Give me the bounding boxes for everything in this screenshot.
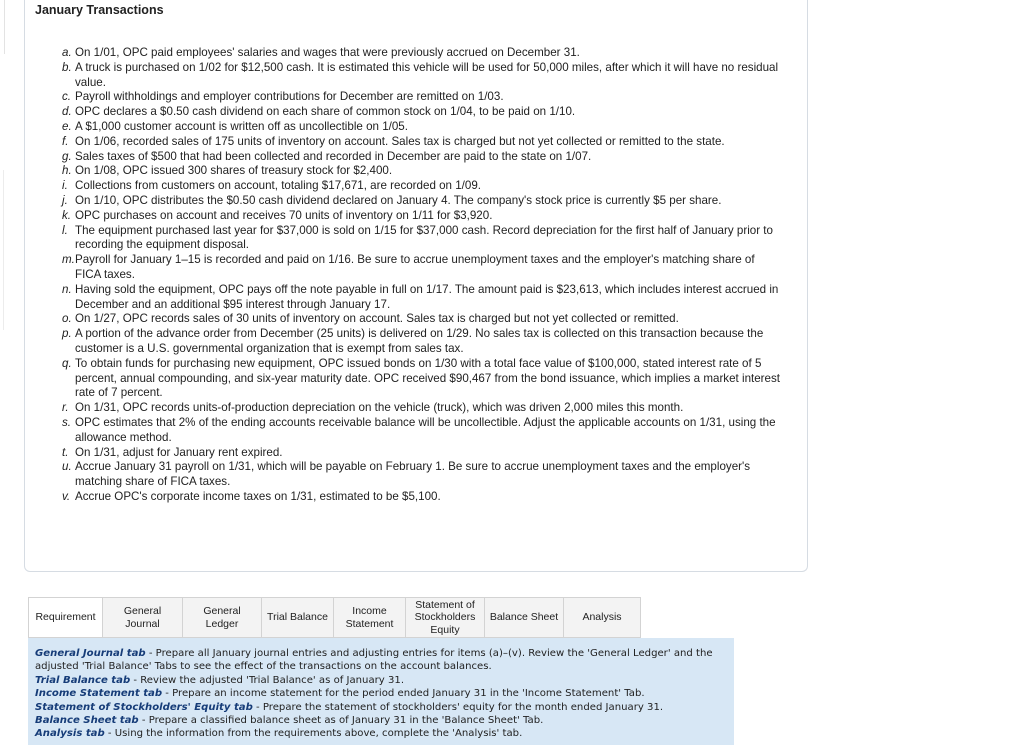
requirements-box: [28, 638, 734, 745]
tab-label: [267, 611, 328, 624]
transaction-text: A $1,000 customer account is written off as uncollectible on 1/05.: [75, 119, 408, 133]
tab-trial-balance[interactable]: [262, 597, 334, 638]
transaction-text: On 1/06, recorded sales of 175 units of inventory on account. Sales tax is charged but not yet collected or remitted to the state.: [75, 134, 725, 148]
transaction-label: q.: [62, 356, 72, 370]
tab-label-line: Equity: [430, 623, 460, 636]
transaction-item: [62, 150, 782, 165]
requirement-text: - Prepare a classified balance sheet as of January 31 in the 'Balance Sheet' Tab.: [138, 715, 544, 727]
requirement-text: - Prepare an income statement for the period ended January 31 in the 'Income Statement' Tab.: [162, 688, 645, 700]
transaction-label: r.: [62, 401, 69, 415]
transaction-text: On 1/01, OPC paid employees' salaries and wages that were previously accrued on December 31.: [75, 46, 580, 59]
transaction-text: Having sold the equipment, OPC pays off the note payable in full on 1/17. The amount paid is $23,613, which includes interest accrued in December and an additional $95 interest through January 17.: [75, 282, 779, 311]
transaction-label: j.: [62, 193, 68, 207]
transaction-label: l.: [62, 223, 68, 237]
transaction-item: [62, 446, 782, 461]
requirement-line: [35, 727, 727, 740]
tab-label: [415, 599, 476, 637]
tab-income-statement[interactable]: [334, 597, 406, 638]
transaction-label: e.: [62, 119, 72, 133]
transaction-text: On 1/10, OPC distributes the $0.50 cash dividend declared on January 4. The company's stock price is currently $5 per share.: [75, 193, 722, 207]
tab-requirement[interactable]: [28, 597, 103, 638]
transaction-text: OPC declares a $0.50 cash dividend on each share of common stock on 1/04, to be paid on 1/10.: [75, 105, 576, 119]
requirement-tab-name: Analysis tab: [35, 728, 105, 740]
tab-label: [490, 611, 558, 624]
tab-label-line: Statement: [345, 617, 394, 630]
transaction-text: To obtain funds for purchasing new equipment, OPC issued bonds on 1/30 with a total face value of $100,000, stated interest rate of 5 percent, annual compounding, and six-year maturity date. OPC received $90,467 from the bond issuance, which implies a market interest rate of 7 percent.: [75, 356, 781, 400]
transaction-label: c.: [62, 90, 72, 104]
requirement-text: - Prepare all January journal entries and adjusting entries for items (a)–(v). Review the 'General Ledger' and the adjusted 'Trial Balance' Tabs to see the effect of the transactions on the account balances.: [35, 648, 713, 673]
transaction-text: On 1/27, OPC records sales of 30 units of inventory on account. Sales tax is charged but not yet collected or remitted.: [75, 312, 679, 326]
transaction-text: On 1/08, OPC issued 300 shares of treasury stock for $2,400.: [75, 164, 393, 178]
tab-label: [582, 611, 621, 624]
transaction-text: Payroll withholdings and employer contributions for December are remitted on 1/03.: [75, 90, 504, 104]
section-title: January Transactions: [35, 3, 164, 17]
transaction-label: f.: [62, 134, 69, 148]
transaction-text: The equipment purchased last year for $37,000 is sold on 1/15 for $37,000 cash. Record depreciation for the first half of January prior to recording the equipment disposal.: [75, 223, 773, 252]
requirement-text: - Review the adjusted 'Trial Balance' as of January 31.: [130, 674, 405, 686]
transaction-item: [62, 312, 782, 327]
tab-stockholders-equity[interactable]: [406, 597, 485, 638]
left-edge-rule: [0, 0, 5, 54]
transaction-item: [62, 61, 782, 91]
transaction-item: [62, 283, 782, 313]
transaction-item: [62, 46, 782, 61]
transaction-text: A portion of the advance order from December (25 units) is delivered on 1/29. No sales tax is collected on this transaction because the customer is a U.S. governmental organization that is exempt from sales tax.: [75, 327, 764, 355]
transaction-text: A truck is purchased on 1/02 for $12,500 cash. It is estimated this vehicle will be used for 50,000 miles, after which it will have no residual value.: [75, 60, 779, 89]
transaction-item: [62, 357, 782, 401]
transaction-item: [62, 253, 782, 283]
transaction-label: s.: [62, 415, 72, 429]
tab-general-ledger[interactable]: [183, 597, 262, 638]
transaction-item: [62, 105, 782, 120]
transaction-label: b.: [62, 60, 72, 74]
tab-label-line: Journal: [125, 617, 160, 630]
transaction-item: [62, 224, 782, 254]
transaction-text: Accrue January 31 payroll on 1/31, which will be payable on February 1. Be sure to accrue unemployment taxes and the employer's matching share of FICA taxes.: [75, 460, 751, 489]
tab-label-line: General: [203, 605, 241, 617]
requirement-line: [35, 674, 727, 687]
transaction-item: [62, 401, 782, 416]
tab-bar: [28, 597, 641, 638]
tab-label-line: General: [123, 605, 162, 617]
transaction-item: [62, 194, 782, 209]
transaction-label: p.: [62, 327, 72, 341]
left-edge-rule: [0, 170, 4, 330]
transaction-label: m.: [62, 253, 75, 267]
requirement-tab-name: Trial Balance tab: [35, 674, 131, 686]
transaction-label: t.: [62, 445, 69, 459]
tab-label: [346, 605, 394, 630]
transaction-item: [62, 164, 782, 179]
requirement-line: [35, 701, 727, 714]
transaction-item: [62, 209, 782, 224]
transaction-item: [62, 460, 782, 490]
requirement-line: [35, 647, 727, 674]
transaction-item: [62, 135, 782, 150]
transaction-label: o.: [62, 312, 72, 326]
transaction-text: OPC purchases on account and receives 70 units of inventory on 1/11 for $3,920.: [75, 208, 493, 222]
transaction-item: [62, 327, 782, 357]
transaction-label: n.: [62, 282, 72, 296]
requirement-line: [35, 687, 727, 700]
transaction-item: [62, 90, 782, 105]
transaction-text: Accrue OPC's corporate income taxes on 1/31, estimated to be $5,100.: [75, 489, 441, 503]
transaction-text: Collections from customers on account, totaling $17,671, are recorded on 1/09.: [75, 179, 482, 193]
transaction-item: [62, 490, 782, 505]
tab-label-line: Statement of: [415, 598, 475, 611]
transaction-label: d.: [62, 105, 72, 119]
transaction-text: On 1/31, OPC records units-of-production depreciation on the vehicle (truck), which was driven 2,000 miles this month.: [75, 401, 684, 415]
transaction-item: [62, 120, 782, 135]
tab-label-line: Balance Sheet: [489, 611, 559, 624]
tab-label-line: Analysis: [582, 611, 622, 624]
transactions-list: [62, 46, 782, 505]
tab-label: [124, 605, 161, 630]
transaction-label: g.: [62, 149, 72, 163]
tab-analysis[interactable]: [564, 597, 641, 638]
requirement-line: [35, 714, 727, 727]
tab-label-line: Income: [352, 605, 387, 617]
requirement-tab-name: Income Statement tab: [35, 688, 163, 700]
tab-label-line: Trial Balance: [267, 611, 328, 624]
tab-label: [203, 605, 240, 630]
transaction-item: [62, 416, 782, 446]
requirement-text: - Prepare the statement of stockholders' equity for the month ended January 31.: [252, 701, 664, 713]
requirement-text: - Using the information from the requirements above, complete the 'Analysis' tab.: [104, 728, 523, 740]
tab-label-line: Ledger: [205, 617, 239, 630]
requirement-tab-name: Balance Sheet tab: [35, 715, 139, 727]
transaction-text: On 1/31, adjust for January rent expired.: [75, 445, 283, 459]
tab-label-line: Stockholders: [414, 611, 476, 624]
tab-label-line: Requirement: [35, 611, 96, 624]
transaction-text: Sales taxes of $500 that had been collected and recorded in December are paid to the state on 1/07.: [75, 149, 592, 163]
requirement-tab-name: General Journal tab: [35, 648, 146, 659]
requirement-tab-name: Statement of Stockholders' Equity tab: [35, 701, 253, 713]
transaction-label: i.: [62, 179, 68, 193]
tab-balance-sheet[interactable]: [485, 597, 564, 638]
transaction-item: [62, 179, 782, 194]
transaction-label: a.: [62, 46, 72, 59]
transaction-label: k.: [62, 208, 72, 222]
tab-general-journal[interactable]: [103, 597, 183, 638]
transaction-label: u.: [62, 460, 72, 474]
transaction-label: v.: [62, 489, 71, 503]
transaction-label: h.: [62, 164, 72, 178]
transaction-text: Payroll for January 1–15 is recorded and paid on 1/16. Be sure to accrue unemployment taxes and the employer's matching share of FICA taxes.: [75, 253, 755, 281]
transaction-text: OPC estimates that 2% of the ending accounts receivable balance will be uncollectible. Adjust the applicable accounts on 1/31, using the allowance method.: [75, 415, 776, 444]
tab-label: [35, 611, 95, 624]
